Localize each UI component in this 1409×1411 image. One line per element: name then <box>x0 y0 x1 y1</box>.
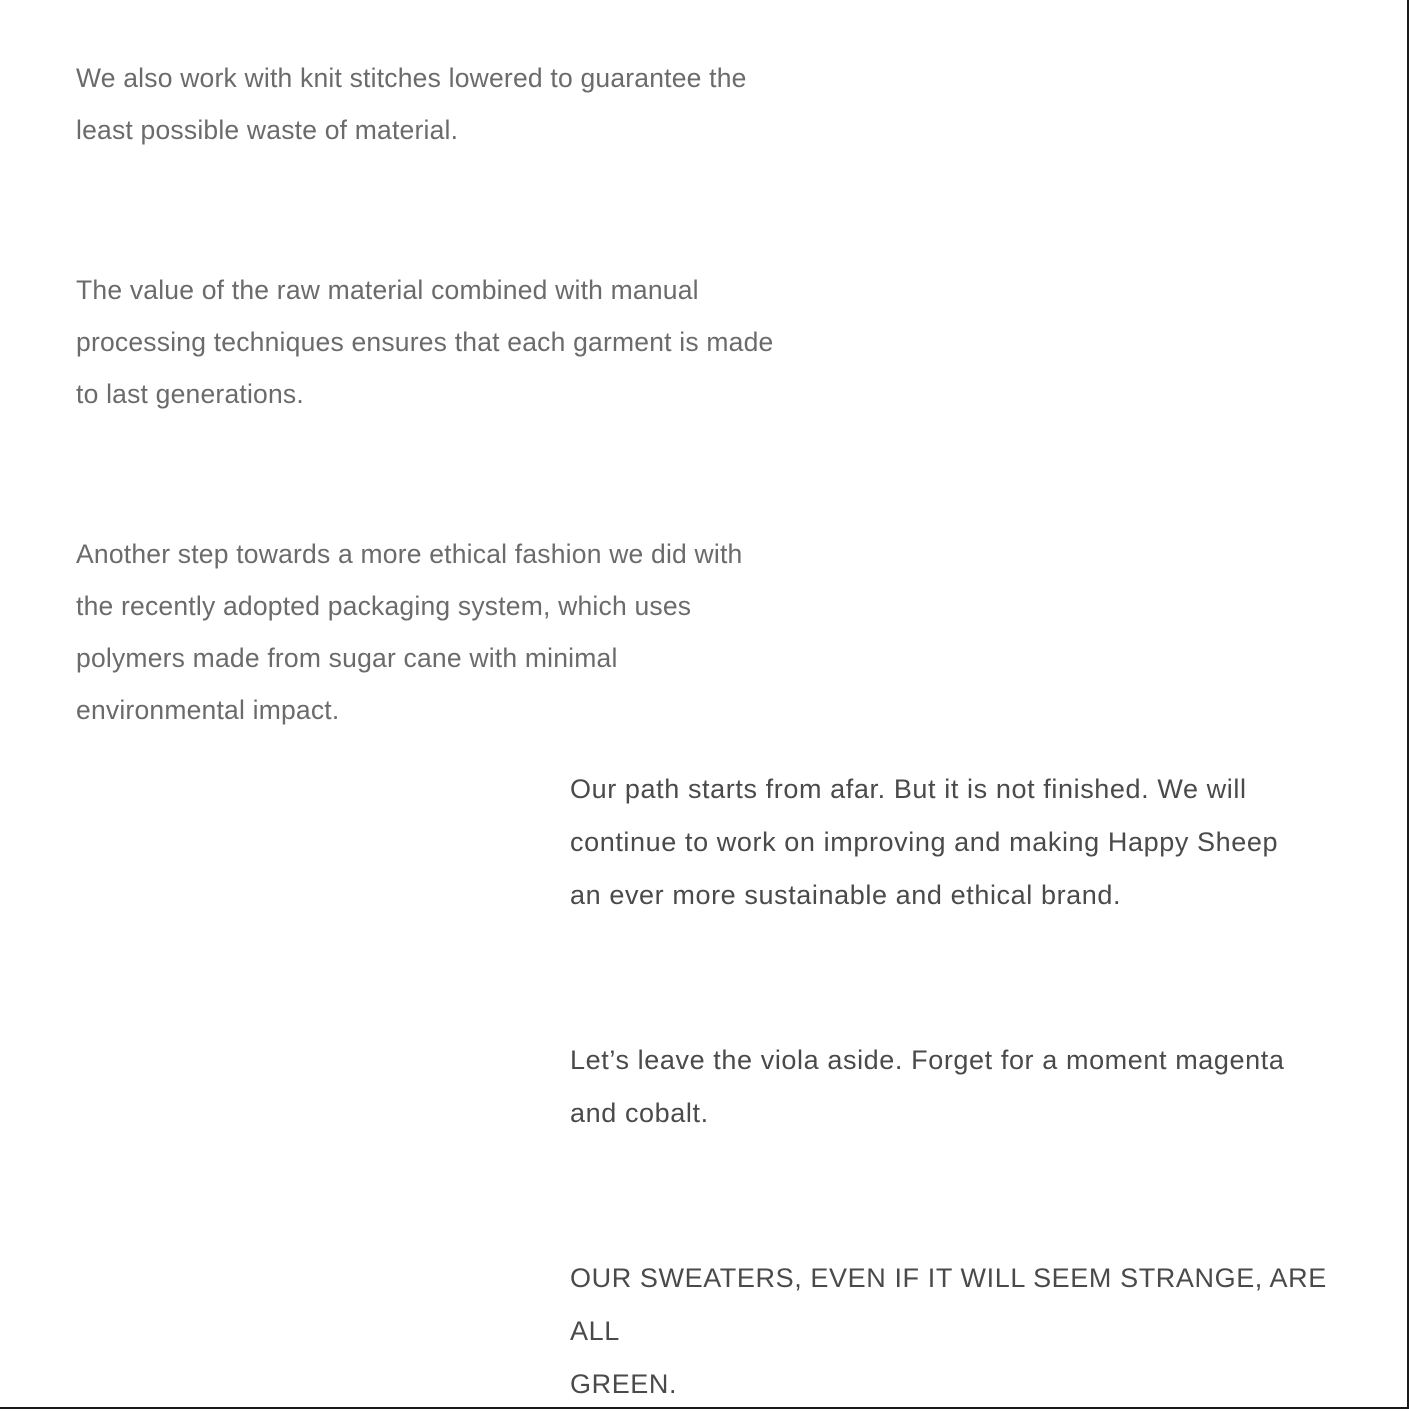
paragraph-raw-material: The value of the raw material combined with manual processing techniques ensures that each garment is made to last generations. <box>76 275 774 409</box>
paragraph-packaging: Another step towards a more ethical fashion we did with the recently adopted packaging system, which uses polymers made from sugar cane with minimal environmental impact. <box>76 539 743 725</box>
paragraph-knit-stitches: We also work with knit stitches lowered to guarantee the least possible waste of material. <box>76 63 747 145</box>
paragraph-green-sweaters: OUR SWEATERS, EVEN IF IT WILL SEEM STRANGE, ARE ALL GREEN. <box>570 1263 1327 1399</box>
paragraph-our-path: Our path starts from afar. But it is not finished. We will continue to work on improving and making Happy Sheep an ever more sustainable and ethical brand. <box>570 774 1279 910</box>
paragraph-viola: Let’s leave the viola aside. Forget for a moment magenta and cobalt. <box>570 1045 1285 1128</box>
